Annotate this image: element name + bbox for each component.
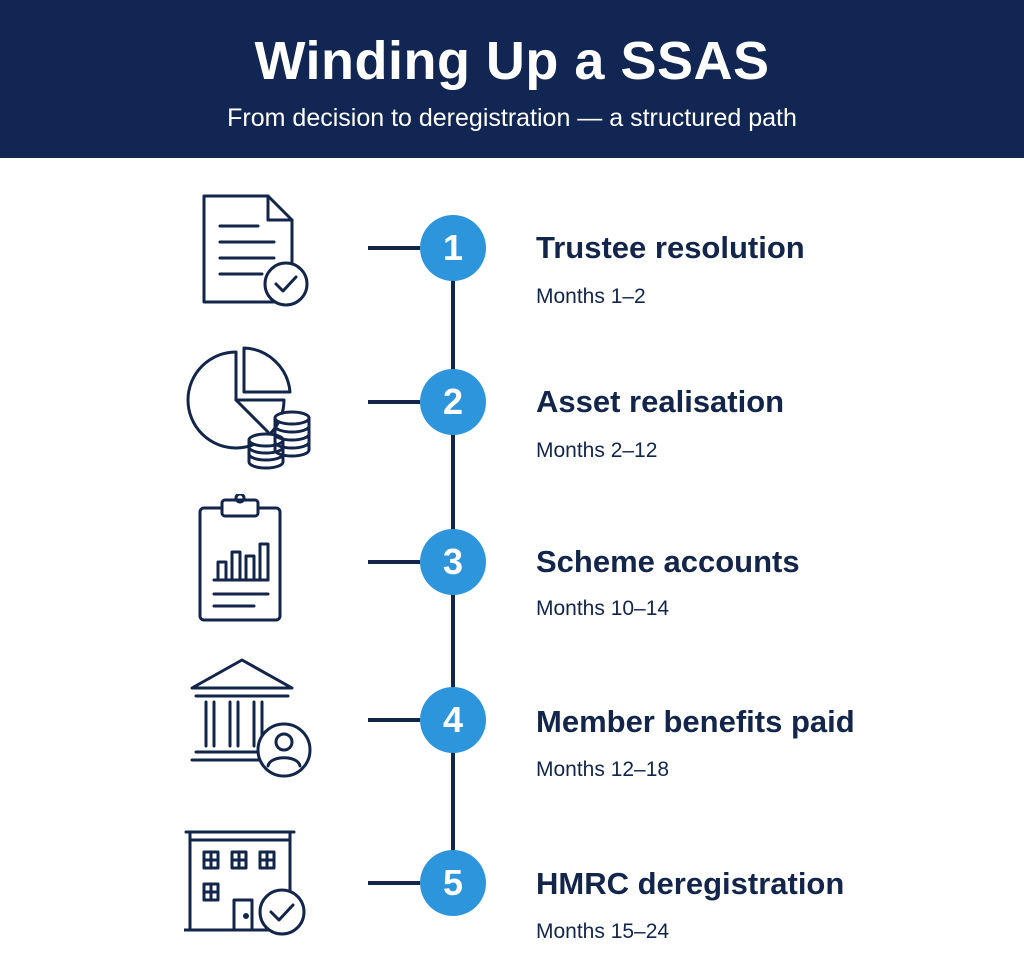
page-subtitle: From decision to deregistration — a structured path [227, 104, 797, 132]
timeline-step-1 [0, 192, 1024, 352]
step-4-connector [368, 718, 420, 722]
timeline-step-2 [0, 346, 1024, 506]
step-5-connector [368, 881, 420, 885]
step-4-title: Member benefits paid [536, 704, 855, 739]
step-2-connector [368, 400, 420, 404]
step-1-badge: 1 [420, 215, 486, 281]
step-1-title: Trustee resolution [536, 230, 805, 265]
step-3-title: Scheme accounts [536, 544, 800, 579]
step-3-badge: 3 [420, 529, 486, 595]
office-building-check-icon [184, 818, 316, 948]
page-title: Winding Up a SSAS [254, 31, 770, 91]
timeline-step-3 [0, 494, 1024, 654]
step-3-connector [368, 560, 420, 564]
clipboard-chart-icon [184, 494, 316, 624]
step-4-duration: Months 12–18 [536, 758, 670, 781]
step-1-duration: Months 1–2 [536, 285, 646, 308]
step-4-badge: 4 [420, 687, 486, 753]
step-5-title: HMRC deregistration [536, 866, 845, 901]
timeline-step-5 [0, 818, 1024, 978]
bank-member-icon [184, 656, 316, 786]
step-2-duration: Months 2–12 [536, 439, 658, 462]
step-1-connector [368, 246, 420, 250]
step-2-title: Asset realisation [536, 384, 785, 419]
step-2-badge: 2 [420, 369, 486, 435]
timeline-step-4 [0, 656, 1024, 816]
step-3-duration: Months 10–14 [536, 597, 670, 620]
header-banner [0, 0, 1024, 158]
pie-chart-coins-icon [184, 346, 316, 476]
step-5-badge: 5 [420, 850, 486, 916]
document-check-icon [184, 192, 316, 322]
step-5-duration: Months 15–24 [536, 920, 670, 943]
